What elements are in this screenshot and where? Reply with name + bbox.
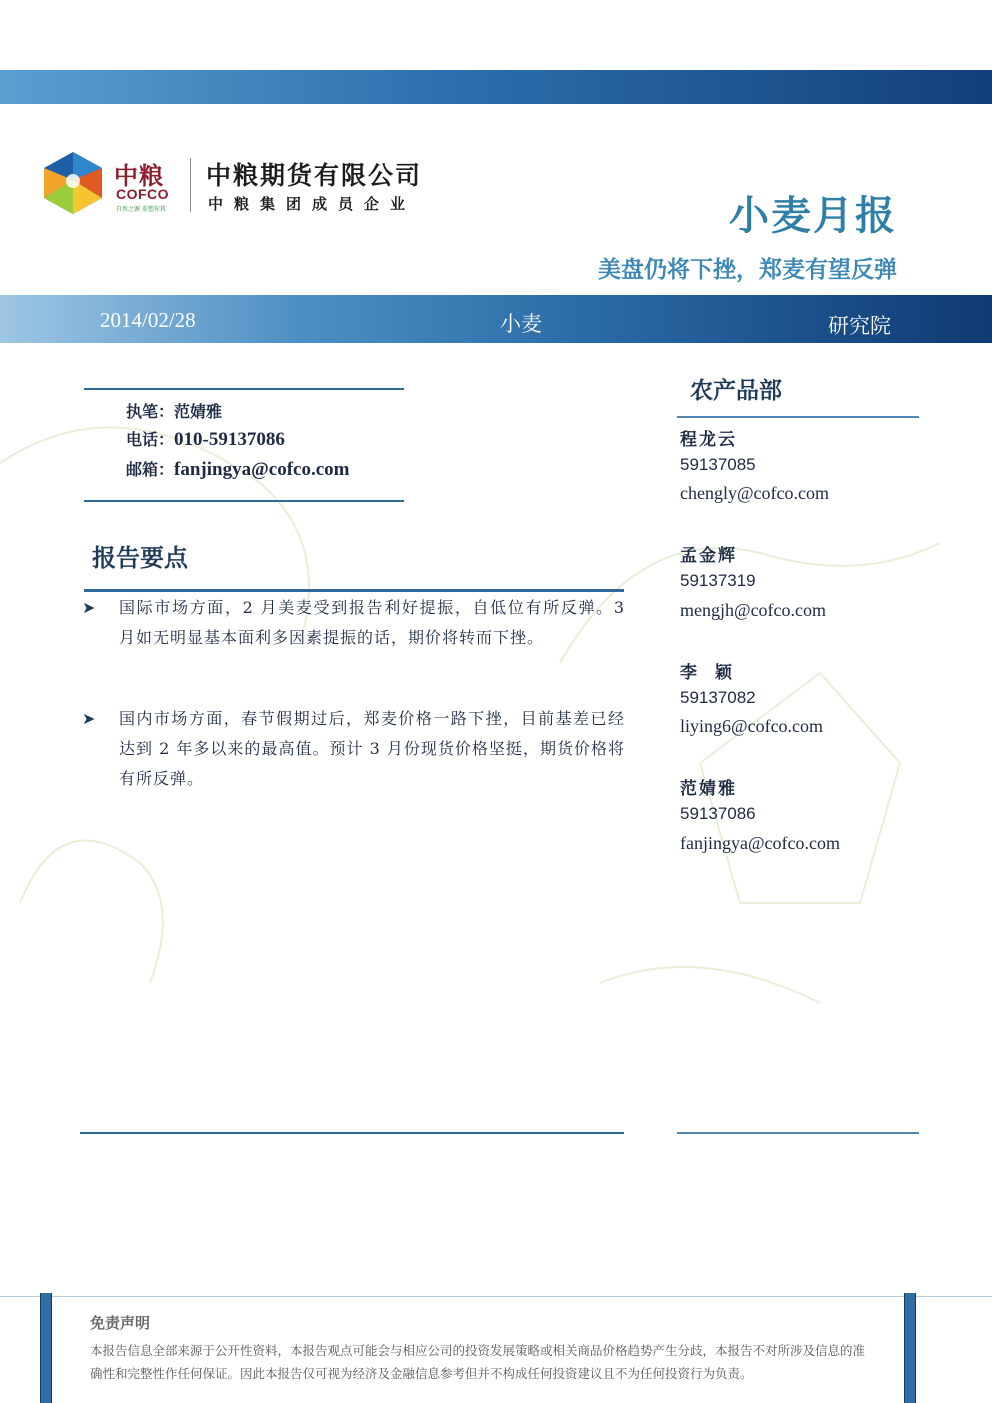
- analyst-name: 孟金辉: [680, 546, 737, 566]
- author-rule-top: [84, 388, 404, 390]
- bullet-arrow-icon: ➤: [82, 598, 96, 617]
- analyst-phone: 59137082: [680, 688, 756, 707]
- summary-point: 国内市场方面，春节假期过后，郑麦价格一路下挫，目前基差已经达到 2 年多以来的最高值。预计 3 月份现货价格坚挺，期货价格将有所反弹。: [119, 709, 625, 788]
- phone-value: 010-59137086: [174, 429, 285, 450]
- disclaimer-line-1: 本报告信息全部来源于公开性资料，本报告观点可能会与相应公司的投资发展策略或相关商品价格趋势产生分歧，本报告不对所涉及信息的准: [90, 1343, 866, 1358]
- summary-rule: [84, 589, 624, 592]
- analyst-email[interactable]: mengjh@cofco.com: [680, 600, 827, 620]
- report-category: 小麦: [500, 312, 542, 336]
- report-department: 研究院: [828, 314, 891, 338]
- right-bottom-rule: [677, 1132, 919, 1134]
- department-rule: [677, 416, 919, 418]
- logo-english-text: COFCO: [116, 186, 170, 202]
- author-rule-bottom: [84, 500, 404, 502]
- analyst-email[interactable]: liying6@cofco.com: [680, 716, 824, 736]
- analyst-phone: 59137086: [680, 804, 756, 823]
- summary-point: 国际市场方面，2 月美麦受到报告利好提振，自低位有所反弹。3 月如无明显基本面利多因素提振的话，期价将转而下挫。: [119, 598, 625, 647]
- company-subtitle: 中粮集团成员企业: [208, 195, 417, 213]
- analyst-name: 李 颖: [680, 663, 734, 683]
- analyst-email[interactable]: fanjingya@cofco.com: [680, 833, 841, 853]
- writer-label: 执笔：: [126, 402, 175, 421]
- summary-title: 报告要点: [92, 544, 188, 572]
- disclaimer-title: 免责声明: [90, 1314, 151, 1332]
- left-bottom-rule: [80, 1132, 624, 1134]
- author-writer: [126, 399, 222, 422]
- disclaimer-bar-left: [40, 1293, 52, 1403]
- department-title: 农产品部: [690, 378, 782, 404]
- company-name: 中粮期货有限公司: [206, 161, 423, 190]
- logo-divider: [190, 158, 191, 212]
- analyst-phone: 59137319: [680, 571, 756, 590]
- analyst-email[interactable]: chengly@cofco.com: [680, 483, 830, 503]
- cofco-logo-icon: [40, 150, 106, 216]
- report-subtitle: 美盘仍将下挫，郑麦有望反弹: [598, 257, 897, 283]
- report-title: 小麦月报: [729, 193, 897, 239]
- author-phone: [126, 427, 285, 451]
- author-email: [126, 457, 349, 481]
- email-value[interactable]: fanjingya@cofco.com: [174, 459, 350, 480]
- email-label: 邮箱：: [126, 460, 175, 479]
- analyst-name: 程龙云: [680, 430, 737, 450]
- logo-slogan: 自然之源 重塑你我: [116, 206, 166, 213]
- phone-label: 电话：: [126, 430, 175, 449]
- bullet-arrow-icon: ➤: [82, 709, 96, 728]
- disclaimer-top-line: [0, 1296, 992, 1297]
- report-date: 2014/02/28: [100, 308, 196, 332]
- analyst-name: 范婧雅: [680, 779, 737, 799]
- analyst-phone: 59137085: [680, 455, 756, 474]
- background-watermark: [0, 343, 992, 1293]
- writer-name: 范婧雅: [174, 402, 223, 421]
- disclaimer-line-2: 确性和完整性作任何保证。因此本报告仅可视为经济及金融信息参考但并不构成任何投资建议且不为任何投资行为负责。: [90, 1366, 753, 1381]
- top-banner: [0, 70, 992, 104]
- logo-chinese-text: 中粮: [114, 162, 164, 190]
